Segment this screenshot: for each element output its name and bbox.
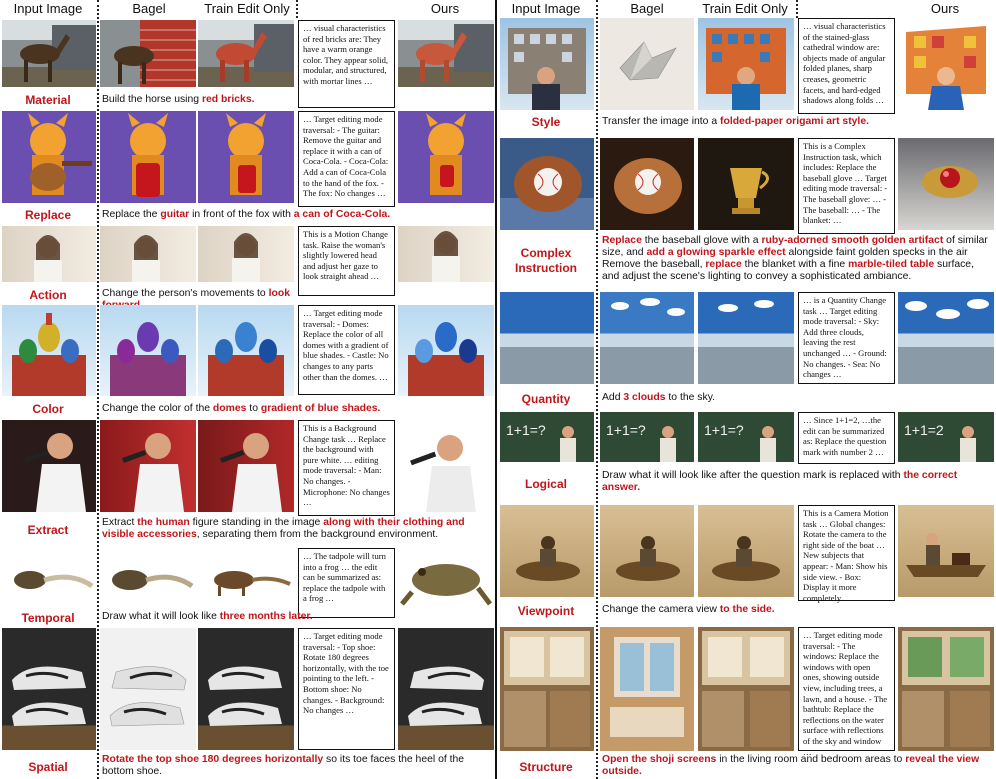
instruction-text: in front of the fox with	[189, 209, 294, 220]
instruction	[102, 403, 494, 415]
train-edit-image	[198, 111, 294, 203]
instruction-text: of similar size, and	[602, 235, 988, 258]
reasoning-box: … Target editing mode traversal: - The windows: Replace the windows with open ones, showing outside view, including trees, a lawn, and a house. - The bathtub: Replace the reflections on the water surface with reflections of the sky and window …	[798, 627, 895, 751]
reasoning-box: This is a Camera Motion task … Global changes: Rotate the camera to the right side of the boat … New subjects that appear: - Man: Show his side view. - Box: Display it more completely …	[798, 505, 895, 601]
instruction-text: Replace the	[102, 209, 161, 220]
board-text: 1+1=?	[506, 422, 546, 438]
ours-image	[898, 505, 994, 597]
train-edit-image	[198, 20, 294, 87]
instruction-highlight: gradient of blue shades.	[260, 403, 381, 414]
train-edit-image	[198, 420, 294, 512]
instruction	[602, 604, 994, 616]
instruction-highlight: Replace	[602, 235, 642, 246]
instruction-text: Add	[602, 392, 624, 403]
ours-image	[398, 111, 494, 203]
bagel-image	[600, 627, 694, 751]
panel-separator	[495, 0, 497, 779]
reasoning-box: … is a Quantity Change task … Target editing mode traversal: - Sky: Add three clouds, leaving the rest unchanged … - Ground: No changes. - Sea: No changes …	[798, 292, 895, 384]
instruction	[602, 470, 994, 494]
instruction	[102, 94, 294, 106]
category-label: Material	[25, 93, 71, 107]
instruction-highlight: Open the shoji screens	[602, 754, 717, 765]
row-complex-instruction	[498, 138, 996, 288]
category-label: Spatial	[28, 760, 68, 774]
bagel-image	[600, 138, 694, 230]
input-image	[2, 305, 96, 396]
instruction-highlight: reveal the view outside.	[602, 754, 980, 777]
instruction-highlight: folded-paper origami art style.	[720, 116, 869, 127]
input-image	[2, 628, 96, 750]
row-action	[0, 226, 494, 302]
instruction	[602, 116, 994, 128]
row-logical	[498, 412, 996, 500]
input-image	[2, 111, 96, 203]
column-divider-top	[796, 0, 798, 18]
input-image	[500, 412, 594, 462]
ours-image	[898, 138, 994, 230]
ours-image	[398, 20, 494, 87]
header-bagel: Bagel	[630, 1, 664, 16]
header-train-edit-only: Train Edit Only	[204, 1, 290, 16]
instruction	[102, 754, 494, 778]
instruction-text: surface, and adjust the scene's lighting to convey a sophisticated ambiance.	[602, 259, 974, 282]
ours-image	[898, 412, 994, 462]
instruction-highlight: add a glowing sparkle effect	[646, 247, 786, 258]
reasoning-box: … Target editing mode traversal: - The guitar: Remove the guitar and replace it with a can of Coca-Cola. - Coca-Cola: Add a can of Coca-Cola to the hand of the fox. - The fox: No changes …	[298, 111, 395, 207]
instruction-highlight: to the side.	[719, 604, 775, 615]
train-edit-image	[198, 628, 294, 750]
row-viewpoint	[498, 505, 996, 621]
instruction-highlight: the human	[137, 517, 190, 528]
reasoning-box: This is a Background Change task … Replace the background with pure white. … editing mode traversal: - Man: No changes. - Microphone: No changes …	[298, 420, 395, 516]
column-divider-top	[296, 0, 298, 18]
instruction-text: Transfer the image into a	[602, 116, 721, 127]
instruction-text: to	[246, 403, 261, 414]
category-label: Action	[29, 288, 67, 302]
reasoning-box: … visual characteristics of the stained-glass cathedral window are: objects made of angular folded planes, sharp creases, geometric facets, and hard-edged shadows along folds …	[798, 18, 895, 114]
input-image	[500, 138, 594, 230]
instruction-highlight: a can of Coca-Cola.	[293, 209, 391, 220]
category-label: Quantity	[521, 392, 571, 406]
instruction-text: so its toe faces the heel of the bottom shoe.	[102, 754, 465, 777]
category-label: Color	[32, 402, 64, 416]
reasoning-box: … The tadpole will turn into a frog … the edit can be summarized as: replace the tadpole with a frog …	[298, 548, 395, 618]
header-ours: Ours	[930, 1, 960, 16]
reasoning-box: This is a Motion Change task. Raise the woman's slightly lowered head and adjust her gaze to look straight ahead …	[298, 226, 395, 296]
category-label: Structure	[519, 760, 573, 774]
input-image	[500, 292, 594, 384]
instruction-highlight: ruby-adorned smooth golden artifact	[761, 235, 944, 246]
instruction-text: Draw what it will look like after the question mark is replaced with	[602, 470, 904, 481]
train-edit-image	[698, 627, 794, 751]
instruction-highlight: the correct answer.	[602, 470, 958, 493]
input-image	[2, 420, 96, 512]
train-edit-image	[698, 412, 794, 462]
category-label: Style	[531, 115, 561, 129]
instruction-text: Change the color of the	[102, 403, 213, 414]
bagel-image	[100, 420, 196, 512]
row-spatial	[0, 628, 494, 779]
reasoning-box: … visual characteristics of red bricks are: They have a warm orange color. They appear solid, modular, and structured, with mortar lines …	[298, 20, 395, 108]
train-edit-image	[698, 18, 794, 110]
train-edit-image	[198, 305, 294, 396]
instruction	[602, 235, 994, 283]
ours-image	[398, 305, 494, 396]
instruction-highlight: marble-tiled table	[848, 259, 935, 270]
input-image	[2, 552, 96, 604]
instruction-highlight: look	[268, 288, 290, 299]
row-style	[498, 18, 996, 136]
row-replace	[0, 111, 494, 222]
instruction	[602, 754, 994, 778]
category-label: Temporal	[21, 611, 75, 625]
train-edit-image	[198, 552, 294, 604]
bagel-image	[100, 111, 196, 203]
instruction-text: figure standing in the image	[189, 517, 324, 528]
input-image	[500, 627, 594, 751]
instruction-text: the baseball glove with a	[641, 235, 762, 246]
instruction	[602, 392, 994, 404]
reasoning-box: … Target editing mode traversal: - Top shoe: Rotate 180 degrees horizontally, with the toe pointing to the left. - Bottom shoe: No changes. - Background: No changes …	[298, 628, 395, 750]
instruction	[102, 209, 494, 221]
header-input-image: Input Image	[511, 1, 581, 16]
header-bagel: Bagel	[132, 1, 166, 16]
instruction-text: alongside faint golden specks in the air Remove the baseball,	[602, 247, 968, 270]
bagel-image	[100, 20, 196, 87]
row-structure	[498, 627, 996, 779]
input-image	[500, 18, 594, 110]
instruction	[102, 611, 494, 623]
ours-image	[398, 226, 494, 282]
bagel-image	[100, 628, 196, 750]
category-label: Viewpoint	[517, 604, 575, 618]
row-material	[0, 20, 494, 108]
reasoning-box: This is a Complex Instruction task, which includes: Replace the baseball glove … Target editing mode traversal: - The baseball glove: … - The baseball: … - The blanket: …	[798, 138, 895, 234]
category-label: Replace	[24, 208, 72, 222]
train-edit-image	[198, 226, 294, 282]
reasoning-box: … Target editing mode traversal: - Domes: Replace the color of all domes with a gradient of blue shades. - Castle: No changes to any parts other than the domes. …	[298, 305, 395, 395]
input-image	[2, 20, 96, 87]
bagel-image	[100, 226, 196, 282]
bagel-image	[600, 292, 694, 384]
ours-image	[398, 628, 494, 750]
reasoning-box: … Since 1+1=2, …the edit can be summarized as: Replace the question mark with number 2 …	[798, 412, 895, 464]
input-image	[2, 226, 96, 282]
instruction-highlight: 3 clouds	[623, 392, 666, 403]
category-label: Complex Instruction	[515, 246, 577, 275]
input-image	[500, 505, 594, 597]
instruction-text: Build the horse using	[102, 94, 202, 105]
header-ours: Ours	[430, 1, 460, 16]
instruction-text: Change the camera view	[602, 604, 720, 615]
instruction-highlight: guitar	[160, 209, 190, 220]
instruction-text: the blanket with a fine	[741, 259, 849, 270]
board-text: 1+1=2	[904, 422, 944, 438]
bagel-image	[600, 505, 694, 597]
bagel-image	[600, 18, 694, 110]
instruction-text: Extract	[102, 517, 138, 528]
board-text: 1+1=?	[704, 422, 744, 438]
row-extract	[0, 420, 494, 544]
bagel-image	[100, 305, 196, 396]
ours-image	[898, 292, 994, 384]
instruction-text: Change the person's movements to	[102, 288, 269, 299]
instruction-text: Draw what it will look like	[102, 611, 220, 622]
instruction-text: , separating them from the background environment.	[196, 529, 439, 540]
instruction-text: in the living room and bedroom areas to	[716, 754, 906, 765]
instruction-highlight: Rotate the top shoe 180 degrees horizontally	[102, 754, 324, 765]
train-edit-image	[698, 505, 794, 597]
ours-image	[898, 627, 994, 751]
left-panel	[0, 0, 494, 779]
row-temporal	[0, 548, 494, 626]
category-label: Logical	[524, 477, 567, 491]
header-train-edit-only: Train Edit Only	[702, 1, 788, 16]
ours-image	[398, 420, 494, 512]
instruction	[102, 517, 494, 541]
ours-image	[898, 18, 994, 110]
bagel-image	[600, 412, 694, 462]
train-edit-image	[698, 292, 794, 384]
category-label: Extract	[27, 523, 69, 537]
instruction-text: to the sky.	[665, 392, 716, 403]
bagel-image	[100, 552, 196, 604]
train-edit-image	[698, 138, 794, 230]
instruction-highlight: three months later.	[219, 611, 313, 622]
board-text: 1+1=?	[606, 422, 646, 438]
header-input-image: Input Image	[13, 1, 83, 16]
instruction-highlight: replace	[705, 259, 742, 270]
instruction-highlight: red bricks.	[201, 94, 255, 105]
row-color	[0, 305, 494, 418]
instruction-highlight: domes	[212, 403, 247, 414]
row-quantity	[498, 292, 996, 406]
ours-image	[398, 548, 494, 608]
instruction-highlight: along with their clothing and visible accessories	[102, 517, 465, 540]
right-panel	[498, 0, 996, 779]
